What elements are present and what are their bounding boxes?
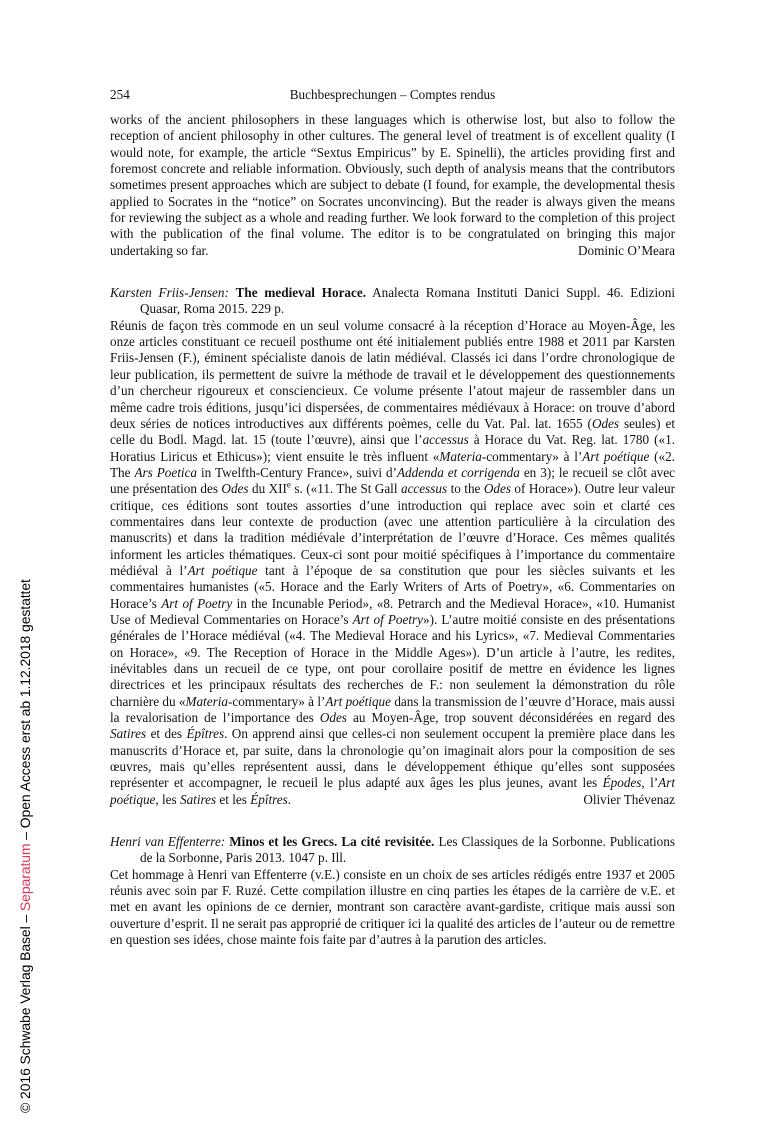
- text-column: [110, 87, 675, 949]
- review-continued-text: works of the ancient philosophers in these languages which is otherwise lost, but also to follow the reception of ancient philosophy in other cultures. The general level of treatment is of excellent quality (I would note, for example, the article “Sextus Empiricus” by E. Spinelli), the articles providing first and foremost concrete and reliable information. Obviously, such depth of analysis means that the contributors sometimes present approaches which are subject to debate (I found, for example, the developmental thesis applied to Socrates in the “notice” on Socrates unconvincing). But the reader is always given the means for reviewing the subject as a whole and reading further. We look forward to the completion of this project with the publication of the final volume. The editor is to be congratulated on bringing this major undertaking so far.: [110, 112, 675, 258]
- review-body: [110, 867, 675, 949]
- separatum-label: Separatum: [17, 843, 33, 912]
- running-title: Buchbesprechungen – Comptes rendus: [289, 87, 496, 102]
- review-body: [110, 318, 675, 808]
- review-medieval-horace: [110, 285, 675, 808]
- review-heading: Henri van Effenterre: Minos et les Grecs. La cité revisitée. Les Classiques de la Sorbonne. Publications de la Sorbonne, Paris 2013. 1047 p. Ill.: [110, 834, 675, 866]
- sidebar-copyright-notice: [16, 579, 34, 1113]
- review-continued-body: [110, 112, 675, 259]
- page-number: 254: [110, 87, 130, 102]
- review-body-text: Cet hommage à Henri van Effenterre (v.E.) consiste en un choix de ses articles rédigés entre 1937 et 2005 réunis avec soin par F. Ruzé. Cette compilation illustre en cinq parties les étapes de la carrière de v.E. et met en avant les opinions de ce dernier, montrant son caractère avant-gardiste, critique mais aussi son ouverture d’esprit. Il ne serait pas approprié de critiquer ici la qualité des articles de l’auteur ou de remettre en question ses idées, chose mainte fois faite par d’autres à la parution des articles.: [110, 866, 675, 948]
- reviewer-attribution: Dominic O’Meara: [577, 242, 675, 258]
- copyright-prefix: © 2016 Schwabe Verlag Basel –: [17, 911, 33, 1113]
- copyright-suffix: – Open Access erst ab 1.12.2018 gestattet: [17, 579, 33, 844]
- review-minos-et-les-grecs: [110, 834, 675, 948]
- review-body-text: Réunis de façon très commode en un seul volume consacré à la réception d’Horace au Moyen-Âge, les onze articles constituant ce recueil posthume ont été initialement publiés entre 1988 et 2011 par Karsten Friis-Jensen (F.), éminent spécialiste danois de latin médiéval. Classés ici dans l’ordre chronologique de leur publication, ils permettent de suivre la méthode de travail et le développement des questionnements d’un chercheur rigoureux et consciencieux. Ce volume présente l’atout majeur de rassembler dans un même cadre trois éditions, jusqu’ici dispersées, de commentaires médiévaux à Horace: on trouve d’abord deux séries de notices introductives aux différents poèmes, celle du Vat. Pal. lat. 1655 (Odes seules) et celle du Bodl. Magd. lat. 15 (toute l’œuvre), ainsi que l’accessus à Horace du Vat. Reg. lat. 1780 («1. Horatius Liricus et Ethicus»); vient ensuite le très influent «Materia-commentary» à l’Art poétique («2. The Ars Poetica in Twelfth-Century France», suivi d’Addenda et corrigenda en 3); le recueil se clôt avec une présentation des Odes du XIIe s. («11. The St Gall accessus to the Odes of Horace»). Outre leur valeur critique, ces éditions sont toutes assorties d’une introduction qui replace avec soin et clarté ces commentaires dans leur contexte de production (avec une attention particulière à la circulation des manuscrits) et dans la tradition médiévale d’interprétation de l’œuvre d’Horace. Ces mêmes qualités informent les articles thématiques. Ceux-ci sont pour moitié spécifiques à l’importance du commentaire médiéval à l’Art poétique tant à l’époque de sa constitution que pour les siècles suivants et les commentaires humanistes («5. Horace and the Early Writers of Arts of Poetry», «6. Commentaries on Horace’s Art of Poetry in the Incunable Period», «8. Petrarch and the Medieval Horace», «10. Humanist Use of Medieval Commentaries on Horace’s Art of Poetry»). L’autre moitié consiste en des présentations générales de l’Horace médiéval («4. The Medieval Horace and his Lyrics», «7. Medieval Commentaries on Horace», «9. The Reception of Horace in the Middle Ages»). D’un article à l’autre, les redites, inévitables dans un recueil de ce type, ont pour corollaire positif de mettre en évidence les lignes directrices et les principaux résultats des recherches de F.: non seulement la démonstration du rôle charnière du «Materia-commentary» à l’Art poétique dans la transmission de l’œuvre d’Horace, mais aussi la revalorisation de l’importance des Odes au Moyen-Âge, trop souvent déconsidérées en regard des Satires et des Épîtres. On apprend ainsi que celles-ci non seulement occupent la première place dans les manuscrits d’Horace et, par suite, dans la chronologie qu’on imaginait alors pour la composition de ses œuvres, mais qu’elles représentent aussi, dans le développement éthique qu’elles sont supposées représenter et accompagner, le recueil le plus adapté aux âges les plus jeunes, avant les Épodes, l’Art poétique, les Satires et les Épîtres.: [110, 317, 676, 807]
- review-heading: Karsten Friis-Jensen: The medieval Horace. Analecta Romana Instituti Danici Suppl. 46. Edizioni Quasar, Roma 2015. 229 p.: [110, 285, 675, 317]
- running-head: [110, 87, 675, 103]
- reviewer-attribution: Olivier Thévenaz: [583, 791, 675, 807]
